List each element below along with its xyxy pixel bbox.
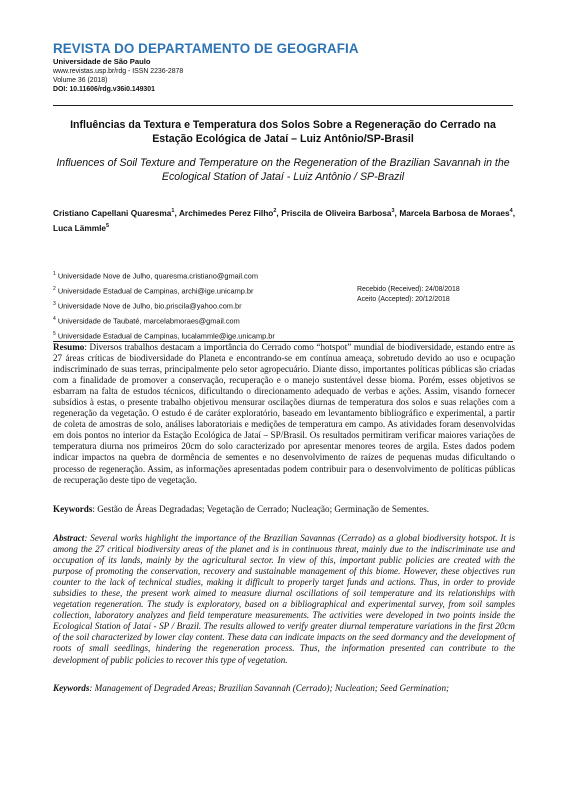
author-name: Archimedes Perez Filho [178, 207, 274, 218]
affiliation-mark: 3 [53, 300, 56, 307]
abstract-text: : Several works highlight the importance of the Brazilian Savannas (Cerrado) as a global biodiversity hotspot. It is among the 27 critical biodiversity areas of the planet and is in continuous threat, mainly due to the indiscriminate use and occupation of its lands, mainly by the agricultural sector. In view of this, important public policies are created with the purpose of promoting the conservation, recovery and sustainable management of this biome. However, these objectives run counter to the lack of technical studies, making it difficult to properly target funds and actions. Thus, in order to provide subsidies to these, the present work aimed to measure diurnal oscillations of soil temperature and its relationships with vegetation regeneration. The study is exploratory, based on a bibliographical and experimental survey, from soil samples collection, laboratory analyzes and field temperature measurements. The activities were developed in two points inside the Ecological Station of Jataí - SP / Brazil. The results allowed to verify greater diurnal temperature variations in the first 20cm of the soil characterized by lower clay content. These data can indicate impacts on the seed dormancy and the development of roots of small seedlings, hindering the regeneration process. Thus, the information presented can contribute to the development of public policies to recover this type of vegetation. [53, 533, 515, 665]
affiliation-mark: 1 [53, 271, 56, 277]
keywords-en-text: : Management of Degraded Areas; Brazilian Savannah (Cerrado); Nucleation; Seed Germination; [89, 683, 450, 693]
author-separator: , [394, 207, 400, 218]
author-name: Marcela Barbosa de Moraes [399, 207, 510, 218]
journal-header [53, 41, 513, 94]
author-mark: 2 [273, 208, 277, 214]
keywords-pt-paragraph [53, 504, 515, 515]
author-mark: 1 [171, 208, 175, 214]
affiliation-mark: 4 [53, 315, 56, 322]
journal-issn-line: www.revistas.usp.br/rdg - ISSN 2236-2878 [53, 67, 184, 75]
affiliation-text: Universidade Nove de Julho, bio.priscila@yahoo.com.br [57, 301, 242, 311]
affiliation-item [53, 283, 343, 298]
keywords-en-paragraph [53, 683, 515, 694]
affiliation-text: Universidade Nove de Julho, quaresma.cristiano@gmail.com [57, 271, 259, 281]
resumo-label: Resumo [53, 342, 85, 352]
affiliation-item [53, 298, 343, 313]
affiliation-text: Universidade de Taubaté, marcelabmoraes@gmail.com [57, 316, 240, 326]
resumo-paragraph [53, 342, 515, 486]
author-mark: 4 [509, 208, 513, 214]
author-mark: 3 [391, 208, 395, 214]
affiliation-text: Universidade Estadual de Campinas, archi@ige.unicamp.br [57, 286, 254, 296]
journal-title: REVISTA DO DEPARTAMENTO DE GEOGRAFIA [53, 41, 359, 56]
abstract-label: Abstract [53, 533, 85, 543]
affiliation-item [53, 268, 343, 283]
author-separator: , [512, 207, 515, 218]
author-separator: , [174, 207, 179, 218]
author-mark: 5 [106, 223, 110, 230]
article-title-pt: Influências da Textura e Temperatura dos Solos Sobre a Regeneração do Cerrado na Estação Ecológica de Jataí – Luiz Antônio/SP-Brasil [70, 119, 496, 145]
resumo-text: : Diversos trabalhos destacam a importância do Cerrado como “hotspot” mundial de biodiversidade, estando entre as 27 áreas críticas de biodiversidade do Planeta e encontrando-se em contínua ameaça, sobretudo devido ao uso e ocupação indiscriminado de suas terras, principalmente pelo setor agropecuário. Diante disso, importantes políticas públicas são criadas com a finalidade de promover a conservação, recuperação e o manejo sustentável desse bioma. Porém, esses objetivos se esbarram na falta de estudos técnicos, dificultando o direcionamento adequado de verbas e ações. Assim, visando fornecer subsídios à estas, o presente trabalho objetivou mensurar oscilações diurnas de temperatura dos solos e suas relações com a regeneração da vegetação. O estudo é de caráter exploratório, baseado em levantamento bibliográfico e experimental, a partir de coleta de amostras de solo, análises laboratoriais e medições de temperatura em campo. As atividades foram desenvolvidas em dois pontos no interior da Estação Ecológica de Jataí – SP/Brasil. Os resultados permitiram verificar maiores variações de temperatura diurna nos primeiros 20cm do solo caracterizado por apresentar menores teores de argila. Estes dados podem indicar impactos na quebra de dormência de sementes e no desenvolvimento de raízes de pequenas mudas dificultando o processo de regeneração. Assim, as informações apresentadas podem contribuir para o desenvolvimento de políticas públicas de recuperação deste tipo de vegetação. [53, 342, 515, 485]
author-list [53, 205, 515, 236]
affiliation-mark: 2 [53, 285, 56, 292]
keywords-pt-label: Keywords [53, 504, 93, 514]
author-name: Cristiano Capellani Quaresma [53, 207, 172, 218]
affiliation-text: Universidade Estadual de Campinas, lucalammle@ige.unicamp.br [57, 330, 275, 340]
journal-volume: Volume 36 (2018) [53, 76, 108, 84]
journal-doi: DOI: 10.11606/rdg.v36i0.149301 [53, 85, 155, 93]
affiliation-list [53, 268, 343, 342]
header-divider [53, 105, 513, 106]
submission-dates [357, 285, 517, 305]
article-title-en: Influences of Soil Texture and Temperature on the Regeneration of the Brazilian Savannah in the Ecological Station of Jataí - Luiz Antônio / SP-Brazil [56, 157, 510, 183]
accepted-date: Aceito (Accepted): 20/12/2018 [357, 295, 450, 303]
journal-university: Universidade de São Paulo [53, 57, 151, 66]
affiliation-item [53, 313, 343, 328]
author-name: Priscila de Oliveira Barbosa [281, 207, 392, 218]
keywords-pt-text: : Gestão de Áreas Degradadas; Vegetação de Cerrado; Nucleação; Germinação de Sementes. [92, 504, 430, 514]
received-date: Recebido (Received): 24/08/2018 [357, 286, 460, 293]
affiliation-mark: 5 [53, 330, 56, 337]
author-separator: , [276, 207, 282, 218]
abstract-paragraph [53, 533, 515, 666]
author-name: Luca Lämmle [53, 223, 107, 234]
keywords-en-label: Keywords [53, 683, 90, 693]
